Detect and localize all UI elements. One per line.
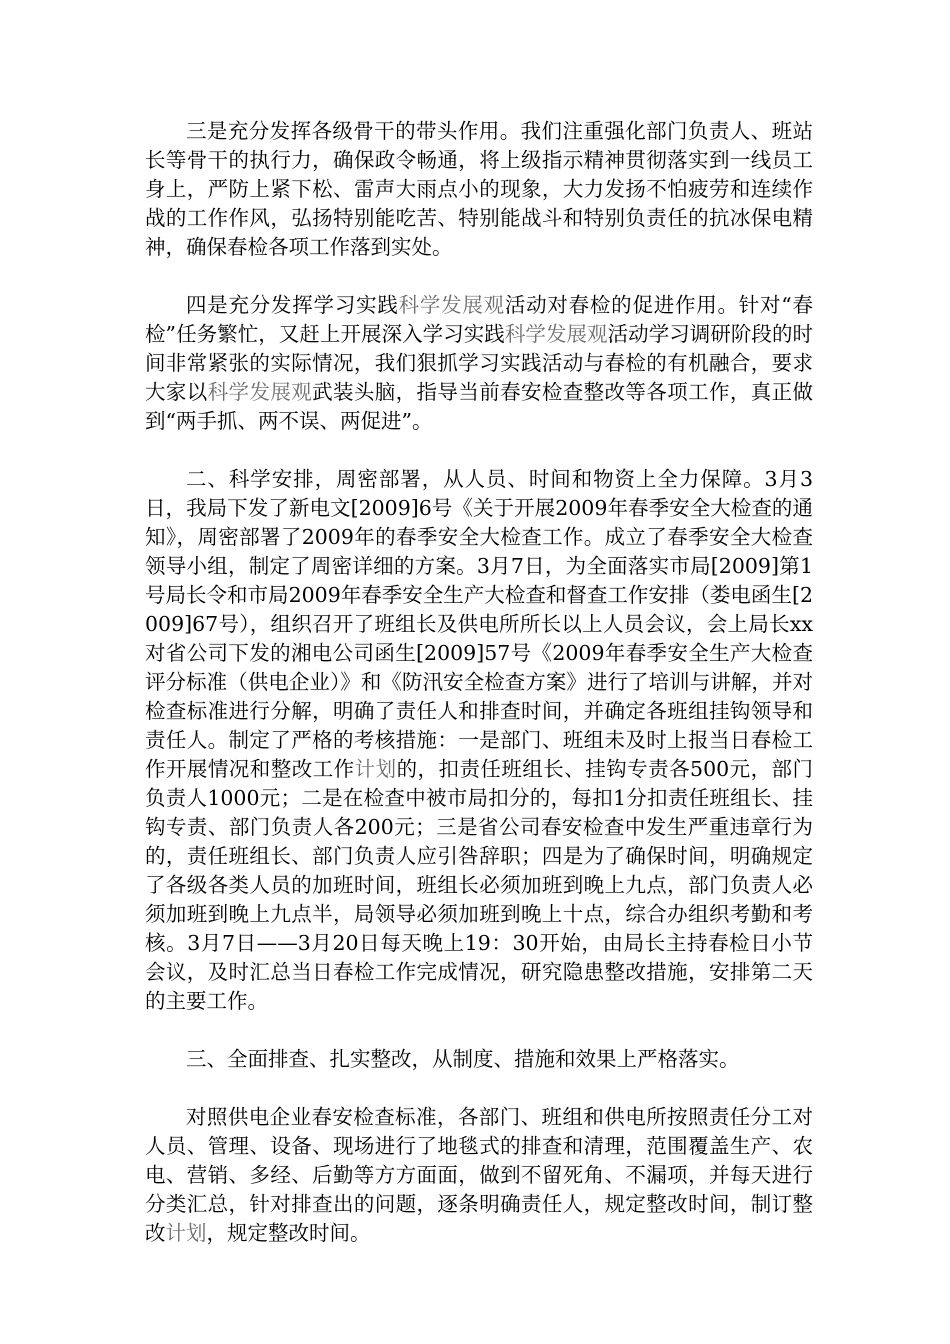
keyword-link[interactable]: 科学发展观 xyxy=(504,322,608,346)
keyword-link[interactable]: 科学发展观 xyxy=(398,293,505,317)
keyword-link[interactable]: 计划 xyxy=(354,757,397,781)
paragraph-text: 武装头脑，指导当前春安检查整改等各项工作，真正做到“两手抓、两不误、两促进”。 xyxy=(145,380,814,433)
paragraph-text: ，规定整改时间。 xyxy=(206,1221,371,1245)
paragraph-section-heading-three xyxy=(145,1045,813,1074)
document-body xyxy=(145,117,813,1277)
paragraph-text: 三、全面排查、扎实整改，从制度、措施和效果上严格落实。 xyxy=(186,1047,740,1071)
paragraph-text: 活动学习调研阶段的时间非常紧张的实际情况，我们狠抓学习实践活动与春检的有机融合，要求大家以 xyxy=(145,322,814,404)
keyword-link[interactable]: 科学发展观 xyxy=(207,380,313,404)
paragraph-study-practice xyxy=(145,291,813,436)
paragraph-text: 二、科学安排，周密部署，从人员、时间和物资上全力保障。3月3日，我局下发了新电文[2009]6号《关于开展2009年春季安全大检查的通知》，周密部署了2009年的春季安全大检查工作。成立了春季安全大检查领导小组，制定了周密详细的方案。3月7日，为全面落实市局[2009]第1号局长令和市局2009年春季安全生产大检查和督查工作安排（娄电函生[2009]67号），组织召开了班组长及供电所所长以上人员会议，会上局长xx对省公司下发的湘电公司函生[2009]57号《2009年春季安全生产大检查评分标准（供电企业）》和《防汛安全检查方案》进行了培训与讲解，并对检查标准进行分解，明确了责任人和排查时间，并确定各班组挂钩领导和责任人。制定了严格的考核措施：一是部门、班组未及时上报当日春检工作开展情况和整改工作 xyxy=(145,467,813,781)
paragraph-text: 的，扣责任班组长、挂钩专责各500元，部门负责人1000元；二是在检查中被市局扣分的，每扣1分扣责任班组长、挂钩专责、部门负责人各200元；三是省公司春安检查中发生严重违章行为的，责任班组长、部门负责人应引咎辞职；四是为了确保时间，明确规定了各级各类人员的加班时间，班组长必须加班到晚上九点，部门负责人必须加班到晚上九点半，局领导必须加班到晚上十点，综合办组织考勤和考核。3月7日——3月20日每天晚上19：30开始，由局长主持春检日小节会议，及时汇总当日春检工作完成情况，研究隐患整改措施，安排第二天的主要工作。 xyxy=(145,757,814,1013)
paragraph-text: 三是充分发挥各级骨干的带头作用。我们注重强化部门负责人、班站长等骨干的执行力，确保政令畅通，将上级指示精神贯彻落实到一线员工身上，严防上紧下松、雷声大雨点小的现象，大力发扬不怕疲劳和连续作战的工作作风，弘扬特别能吃苦、特别能战斗和特别负责任的抗冰保电精神，确保春检各项工作落到实处。 xyxy=(145,119,813,259)
keyword-link[interactable]: 计划 xyxy=(165,1221,207,1245)
paragraph-scientific-arrangement xyxy=(145,465,813,1016)
paragraph-backbone-role xyxy=(145,117,813,262)
paragraph-text: 四是充分发挥学习实践 xyxy=(186,293,399,317)
paragraph-inspection-standard xyxy=(145,1103,813,1248)
paragraph-text: 对照供电企业春安检查标准，各部门、班组和供电所按照责任分工对人员、管理、设备、现场进行了地毯式的排查和清理，范围覆盖生产、农电、营销、多经、后勤等方方面面，做到不留死角、不漏项，并每天进行分类汇总，针对排查出的问题，逐条明确责任人，规定整改时间，制订整改 xyxy=(145,1105,813,1245)
paragraph-text: 活动对春检的促进作用。针对“春检”任务繁忙，又赶上开展深入学习实践 xyxy=(145,293,813,346)
